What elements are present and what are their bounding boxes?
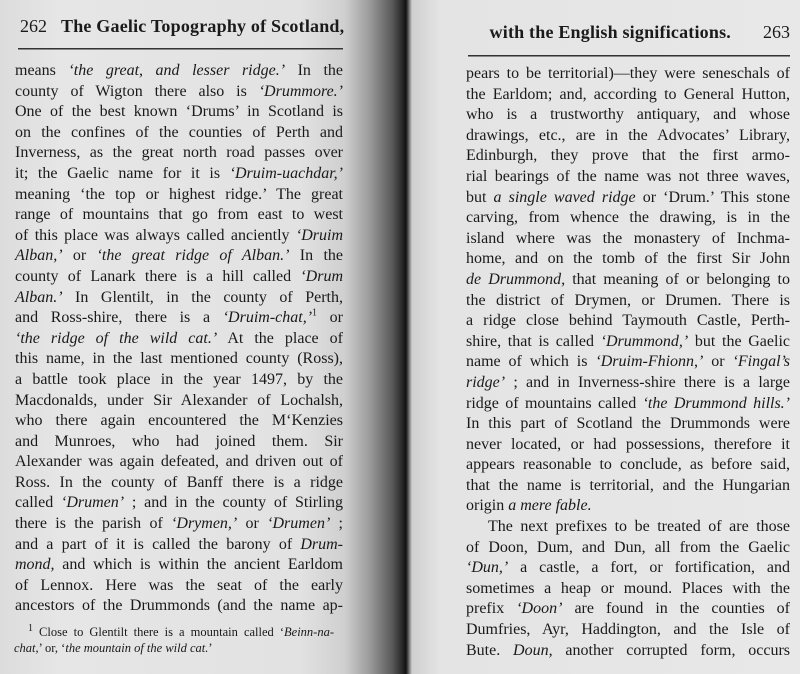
italic-text: ‘Drymen,’: [171, 515, 238, 533]
page-header-right: [468, 22, 790, 43]
text-run: origin: [466, 497, 509, 515]
text-run: or: [62, 247, 97, 265]
text-line: [466, 85, 790, 106]
text-run: never located, or had possessions, therefore it: [466, 435, 790, 453]
text-run: appears reasonable to conclude, as before said,: [466, 456, 790, 474]
text-line: [15, 123, 343, 144]
text-run: the Earldom; and, according to General Hutton,: [466, 85, 790, 103]
italic-text: Doun,: [513, 641, 553, 659]
text-run: island where was the monastery of Inchma-: [466, 229, 790, 247]
text-run: In the: [285, 62, 344, 79]
text-line: [15, 267, 343, 288]
page-header-left: [20, 16, 344, 37]
italic-text: ‘the Drummond hills.’: [642, 394, 791, 412]
text-run: but the Gaelic: [688, 332, 790, 350]
italic-text: ‘Fingal’s: [732, 353, 791, 371]
text-run: rial bearings of the name was not three waves,: [466, 167, 790, 185]
text-line: [466, 146, 790, 167]
body-text-left: [15, 61, 343, 617]
text-line: [466, 476, 790, 497]
text-run: pears to be territorial)—they were seneschals of: [466, 65, 790, 82]
text-line: [466, 270, 790, 291]
italic-text: ‘the great ridge of Alban.’: [96, 247, 290, 265]
text-run: Ross. In the county of Banff there is a ridge: [15, 473, 343, 491]
text-line: [15, 555, 343, 576]
text-run: ; and in Inverness-shire there is a large: [505, 373, 790, 391]
text-line: [466, 229, 790, 250]
italic-text: ‘Drummore.’: [258, 82, 343, 100]
text-line: [15, 452, 343, 473]
text-run: or ‘Drum.’ This stone: [635, 188, 790, 206]
italic-text: ‘the great, and lesser ridge.’: [68, 62, 286, 79]
text-line: [466, 517, 790, 538]
text-run: or: [237, 515, 268, 533]
italic-text: a mere fable.: [508, 497, 592, 515]
text-run: of Lennox. Here was the seat of the early: [15, 576, 343, 594]
italic-text: ‘Drum: [300, 267, 343, 285]
text-line: [466, 352, 790, 373]
text-run: Close to Glentilt there is a mountain called ‘: [33, 625, 285, 639]
text-line: [466, 394, 790, 415]
text-run: on the confines of the counties of Perth and: [15, 123, 343, 141]
running-head-right: with the English significations.: [489, 22, 731, 42]
text-run: a battle took place in the year 1497, by the: [15, 370, 343, 388]
text-run: county of Lanark there is a hill called: [15, 267, 301, 285]
text-line: [466, 579, 790, 600]
text-line: [15, 164, 343, 185]
text-run: and Munroes, who had joined them. Sir: [15, 432, 343, 450]
text-run: county of Wigton there also is: [15, 82, 259, 100]
text-run: but: [466, 188, 494, 206]
text-line: [466, 620, 790, 641]
body-text-right: [466, 64, 790, 661]
text-line: [466, 641, 790, 662]
text-run: ;: [330, 515, 343, 533]
text-line: [15, 411, 343, 432]
italic-text: ‘Doon’: [516, 600, 563, 618]
text-line: [15, 288, 343, 309]
text-run: ; and in the county of Stirling: [124, 494, 343, 512]
italic-text: Beinn-na-: [284, 625, 334, 639]
text-run: a ridge close behind Taymouth Castle, Perth-: [466, 312, 790, 330]
header-rule: [468, 55, 790, 57]
text-line: [15, 102, 343, 123]
footnote-marker: 1: [28, 622, 33, 634]
text-line: [15, 370, 343, 391]
text-run: or: [317, 309, 344, 327]
text-run: One of the best known ‘Drums’ in Scotland is: [15, 103, 343, 121]
text-line: [466, 435, 790, 456]
italic-text: ‘Drummond,’: [600, 332, 689, 350]
text-run: ancestors of the Drummonds (and the name ap-: [15, 597, 343, 615]
text-run: another corrupted form, occurs: [552, 641, 791, 659]
text-line: [466, 167, 790, 188]
text-run: The next prefixes to be treated of are those: [488, 518, 790, 536]
text-run: or: [703, 353, 733, 371]
italic-text: ‘Drumen’: [267, 515, 331, 533]
text-run: meaning ‘the top or highest ridge.’ The great: [15, 185, 343, 203]
text-line: [15, 535, 343, 556]
text-run: this name, in the last mentioned county (Ross),: [15, 350, 343, 368]
italic-text: ‘Drumen’: [60, 494, 125, 512]
text-line: [14, 624, 334, 640]
running-head-left: The Gaelic Topography of Scotland,: [61, 16, 345, 36]
text-line: [15, 473, 343, 494]
text-run: that meaning of or belonging to: [565, 270, 790, 288]
text-run: who is a trustworthy antiquary, and whose: [466, 106, 790, 124]
text-line: [15, 432, 343, 453]
text-run: In the: [289, 247, 344, 265]
text-line: [466, 188, 790, 209]
text-run: ’: [208, 641, 213, 655]
italic-text: a single waved ridge: [493, 188, 636, 206]
text-line: [15, 308, 343, 329]
text-run: of Doon, Dum, and Dun, all from the Gaelic: [466, 538, 790, 556]
text-line: [15, 391, 343, 412]
text-line: [15, 185, 343, 206]
text-run: carving, from whence the drawing, is in the: [466, 209, 790, 227]
text-line: [14, 640, 334, 656]
italic-text: ‘Druim-Fhionn,’: [595, 353, 704, 371]
text-line: [466, 105, 790, 126]
text-line: [15, 82, 343, 103]
text-line: [466, 414, 790, 435]
text-line: [15, 514, 343, 535]
italic-text: chat,: [14, 641, 39, 655]
text-line: [466, 249, 790, 270]
italic-text: de Drummond,: [466, 270, 566, 288]
text-run: drawings, etc., are in the Advocates’ Library,: [466, 126, 790, 144]
text-line: [15, 205, 343, 226]
italic-text: ‘Druim: [295, 226, 343, 244]
text-line: [15, 226, 343, 247]
italic-text: Drum-: [300, 535, 343, 553]
text-run: range of mountains that go from east to west: [15, 206, 343, 224]
text-run: ridge of mountains called: [466, 394, 643, 412]
text-line: [466, 558, 790, 579]
text-run: Macdonalds, under Sir Alexander of Lochalsh,: [15, 391, 343, 409]
text-run: means: [15, 62, 69, 79]
text-line: [15, 493, 343, 514]
text-run: home, and on the tomb of the first Sir John: [466, 250, 790, 268]
text-run: the district of Drymen, or Drumen. There is: [466, 291, 790, 309]
footnote-marker: 1: [312, 307, 318, 319]
page-number-left: 262: [20, 16, 47, 36]
text-run: called: [15, 494, 61, 512]
italic-text: Alban,’: [15, 247, 63, 265]
text-line: [466, 311, 790, 332]
text-line: [466, 373, 790, 394]
text-line: [15, 329, 343, 350]
text-run: ’ or, ‘: [38, 641, 66, 655]
text-run: shire, that is called: [466, 332, 601, 350]
text-line: [466, 64, 790, 85]
text-line: [466, 208, 790, 229]
italic-text: ‘Druim-chat,’: [222, 309, 313, 327]
italic-text: ‘Dun,’: [466, 559, 509, 577]
italic-text: Alban.’: [15, 288, 63, 306]
text-line: [15, 349, 343, 370]
text-run: there is the parish of: [15, 515, 172, 533]
italic-text: ridge’: [466, 373, 506, 391]
text-run: Alexander was again defeated, and driven out of: [15, 453, 343, 471]
text-run: In this part of Scotland the Drummonds were: [466, 415, 790, 433]
italic-text: the mountain of the wild cat.: [65, 641, 209, 655]
text-run: of this place was always called anciently: [15, 226, 296, 244]
text-run: that the name is territorial, and the Hungarian: [466, 476, 790, 494]
text-line: [15, 61, 343, 82]
text-run: Edinburgh, they prove that the first armo-: [466, 147, 790, 165]
text-line: [15, 576, 343, 597]
right-page: [400, 0, 800, 674]
text-run: Bute.: [466, 641, 514, 659]
text-run: name of which is: [466, 353, 596, 371]
text-run: and a part of it is called the barony of: [15, 535, 301, 553]
text-line: [466, 496, 790, 517]
text-run: it; the Gaelic name for it is: [15, 164, 230, 182]
footnote: [14, 624, 334, 656]
text-run: In Glentilt, in the county of Perth,: [62, 288, 343, 306]
text-run: At the place of: [217, 329, 344, 347]
text-run: and which is within the ancient Earldom: [54, 556, 343, 574]
text-line: [466, 332, 790, 353]
text-run: prefix: [466, 600, 517, 618]
text-line: [466, 538, 790, 559]
text-run: Inverness, as the great north road passes over: [15, 144, 343, 162]
text-run: who there again encountered the M‘Kenzies: [15, 412, 343, 430]
text-line: [466, 599, 790, 620]
text-line: [466, 126, 790, 147]
text-line: [466, 455, 790, 476]
italic-text: ‘Druim-uachdar,’: [229, 164, 343, 182]
text-run: and Ross-shire, there is a: [15, 309, 223, 327]
text-run: are found in the counties of: [562, 600, 791, 618]
text-line: [15, 246, 343, 267]
header-rule: [18, 48, 343, 50]
italic-text: mond,: [15, 556, 55, 574]
text-line: [15, 596, 343, 617]
text-run: Dumfries, Ayr, Haddington, and the Isle of: [466, 621, 790, 639]
text-run: a castle, a fort, or fortification, and: [508, 559, 790, 577]
text-run: sometimes a heap or mound. Places with the: [466, 579, 790, 597]
italic-text: ‘the ridge of the wild cat.’: [15, 329, 218, 347]
text-line: [466, 291, 790, 312]
page-number-right: 263: [763, 22, 790, 42]
text-line: [15, 143, 343, 164]
